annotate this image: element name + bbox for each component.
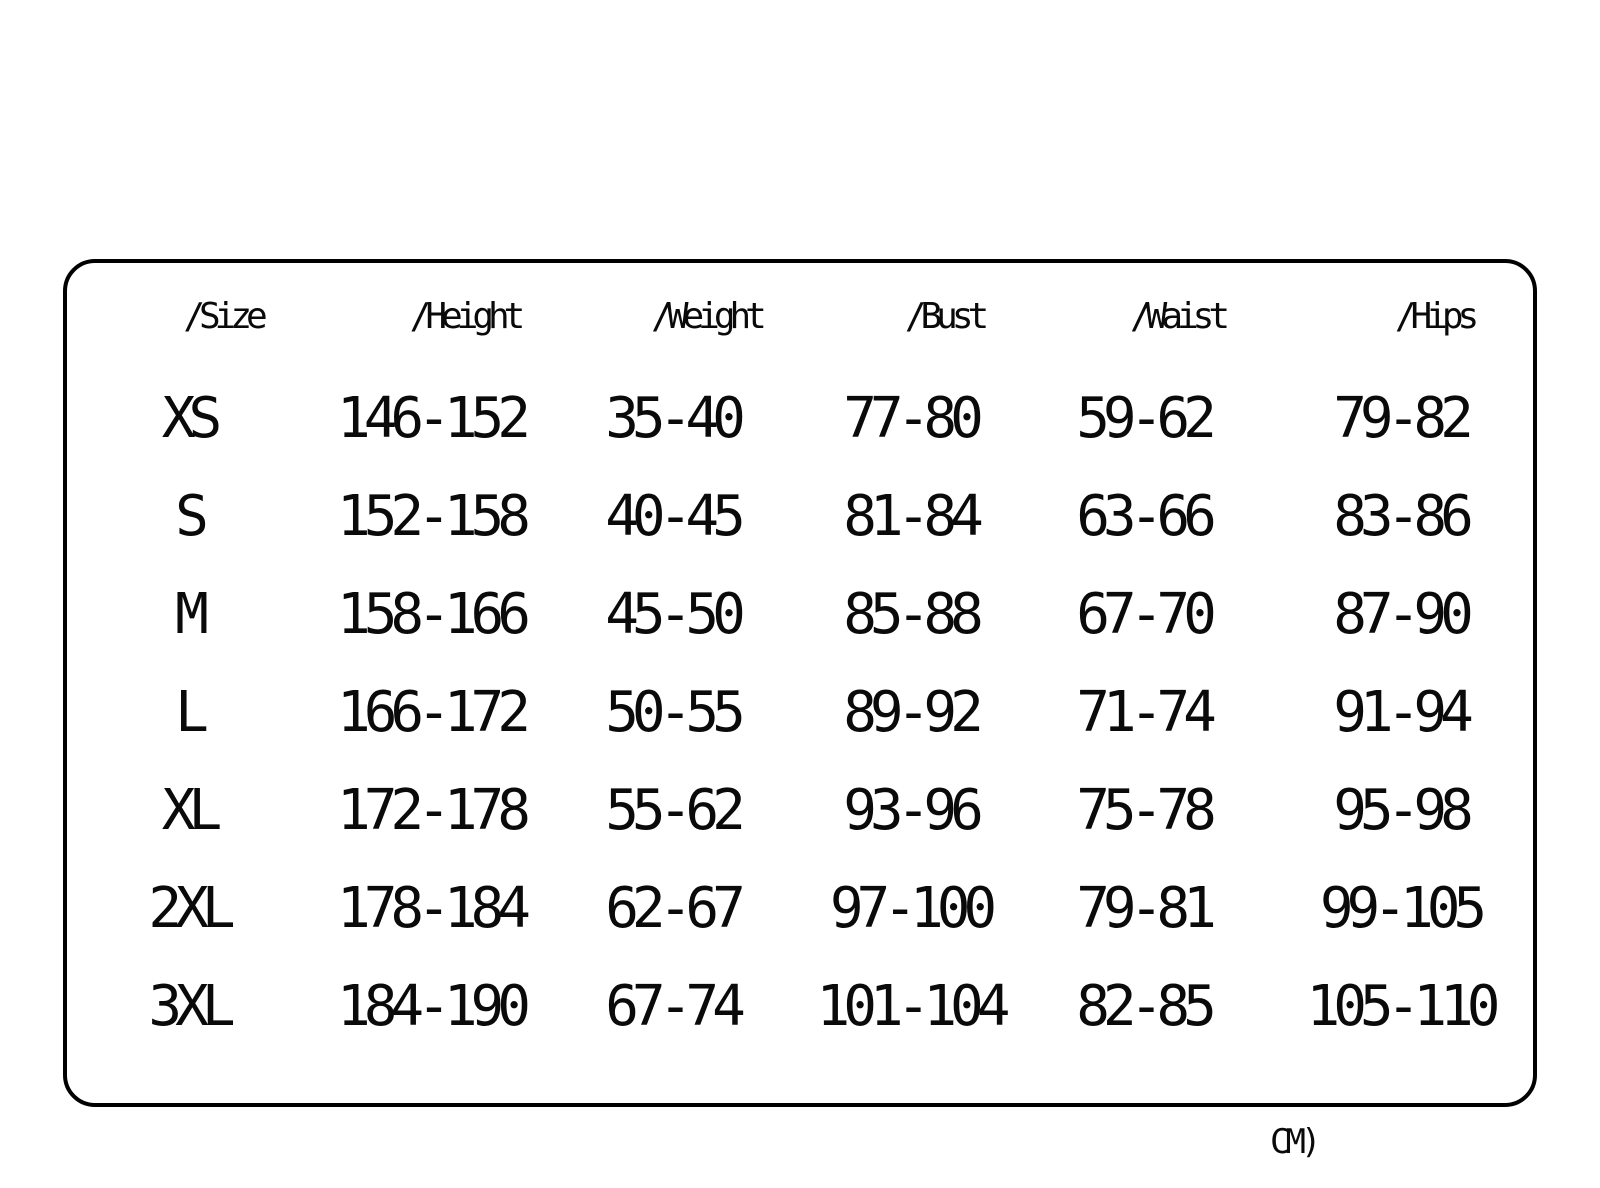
measurement-cell: 89-92	[843, 679, 977, 745]
measurement-cell: 79-81	[1076, 875, 1210, 941]
column-header-text: /Bust	[904, 295, 984, 337]
size-label: XS	[161, 385, 216, 451]
measurement-cell: 77-80	[843, 385, 977, 451]
column-header-text: /Waist	[1129, 295, 1225, 337]
measurement-cell: 71-74	[1076, 679, 1210, 745]
size-label: L	[175, 679, 202, 745]
size-label: 2XL	[148, 875, 229, 941]
column-header-text: /Weight	[651, 295, 761, 337]
measurement-cell: 62-67	[605, 875, 739, 941]
table-body	[67, 369, 1541, 1055]
column-header-waist	[1027, 263, 1259, 369]
size-label: S	[175, 483, 202, 549]
column-header-text: /Height	[409, 295, 520, 337]
measurement-cell: 146-152	[336, 385, 524, 451]
measurement-cell: 67-74	[605, 973, 739, 1039]
measurement-cell: 158-166	[336, 581, 524, 647]
measurement-cell: 172-178	[336, 777, 524, 843]
measurement-cell: 59-62	[1076, 385, 1210, 451]
measurement-cell: 87-90	[1333, 581, 1467, 647]
unit-label: CM)	[1270, 1122, 1317, 1162]
column-header-bust	[793, 263, 1027, 369]
measurement-cell: 97-100	[829, 875, 991, 941]
measurement-cell: 93-96	[843, 777, 977, 843]
column-header-hips	[1259, 263, 1541, 369]
column-header-size	[67, 263, 310, 369]
measurement-cell: 81-84	[843, 483, 977, 549]
measurement-cell: 178-184	[336, 875, 524, 941]
size-label: XL	[161, 777, 216, 843]
measurement-cell: 152-158	[336, 483, 524, 549]
table-row-xs	[67, 369, 1541, 467]
table-row-l	[67, 663, 1541, 761]
measurement-cell: 40-45	[605, 483, 739, 549]
column-header-text: /Size	[183, 295, 262, 337]
measurement-cell: 35-40	[605, 385, 739, 451]
measurement-cell: 82-85	[1076, 973, 1210, 1039]
measurement-cell: 166-172	[336, 679, 524, 745]
table-row-s	[67, 467, 1541, 565]
size-label: 3XL	[148, 973, 229, 1039]
measurement-cell: 50-55	[605, 679, 739, 745]
measurement-cell: 67-70	[1076, 581, 1210, 647]
measurement-cell: 105-110	[1306, 973, 1494, 1039]
measurement-cell: 55-62	[605, 777, 739, 843]
size-chart-border	[63, 259, 1537, 1107]
measurement-cell: 83-86	[1333, 483, 1467, 549]
column-header-text: /Hips	[1394, 295, 1474, 337]
measurement-cell: 79-82	[1333, 385, 1467, 451]
measurement-cell: 95-98	[1333, 777, 1467, 843]
measurement-cell: 99-105	[1319, 875, 1481, 941]
measurement-cell: 45-50	[605, 581, 739, 647]
column-header-height	[310, 263, 551, 369]
size-label: M	[175, 581, 202, 647]
measurement-cell: 63-66	[1076, 483, 1210, 549]
measurement-cell: 101-104	[816, 973, 1004, 1039]
column-header-weight	[551, 263, 793, 369]
table-row-m	[67, 565, 1541, 663]
measurement-cell: 85-88	[843, 581, 977, 647]
size-chart-table	[67, 263, 1541, 1055]
table-row-xl	[67, 761, 1541, 859]
table-header	[67, 263, 1541, 369]
header-row	[67, 263, 1541, 369]
measurement-cell: 184-190	[336, 973, 524, 1039]
table-row-2xl	[67, 859, 1541, 957]
table-row-3xl	[67, 957, 1541, 1055]
measurement-cell: 91-94	[1333, 679, 1467, 745]
measurement-cell: 75-78	[1076, 777, 1210, 843]
